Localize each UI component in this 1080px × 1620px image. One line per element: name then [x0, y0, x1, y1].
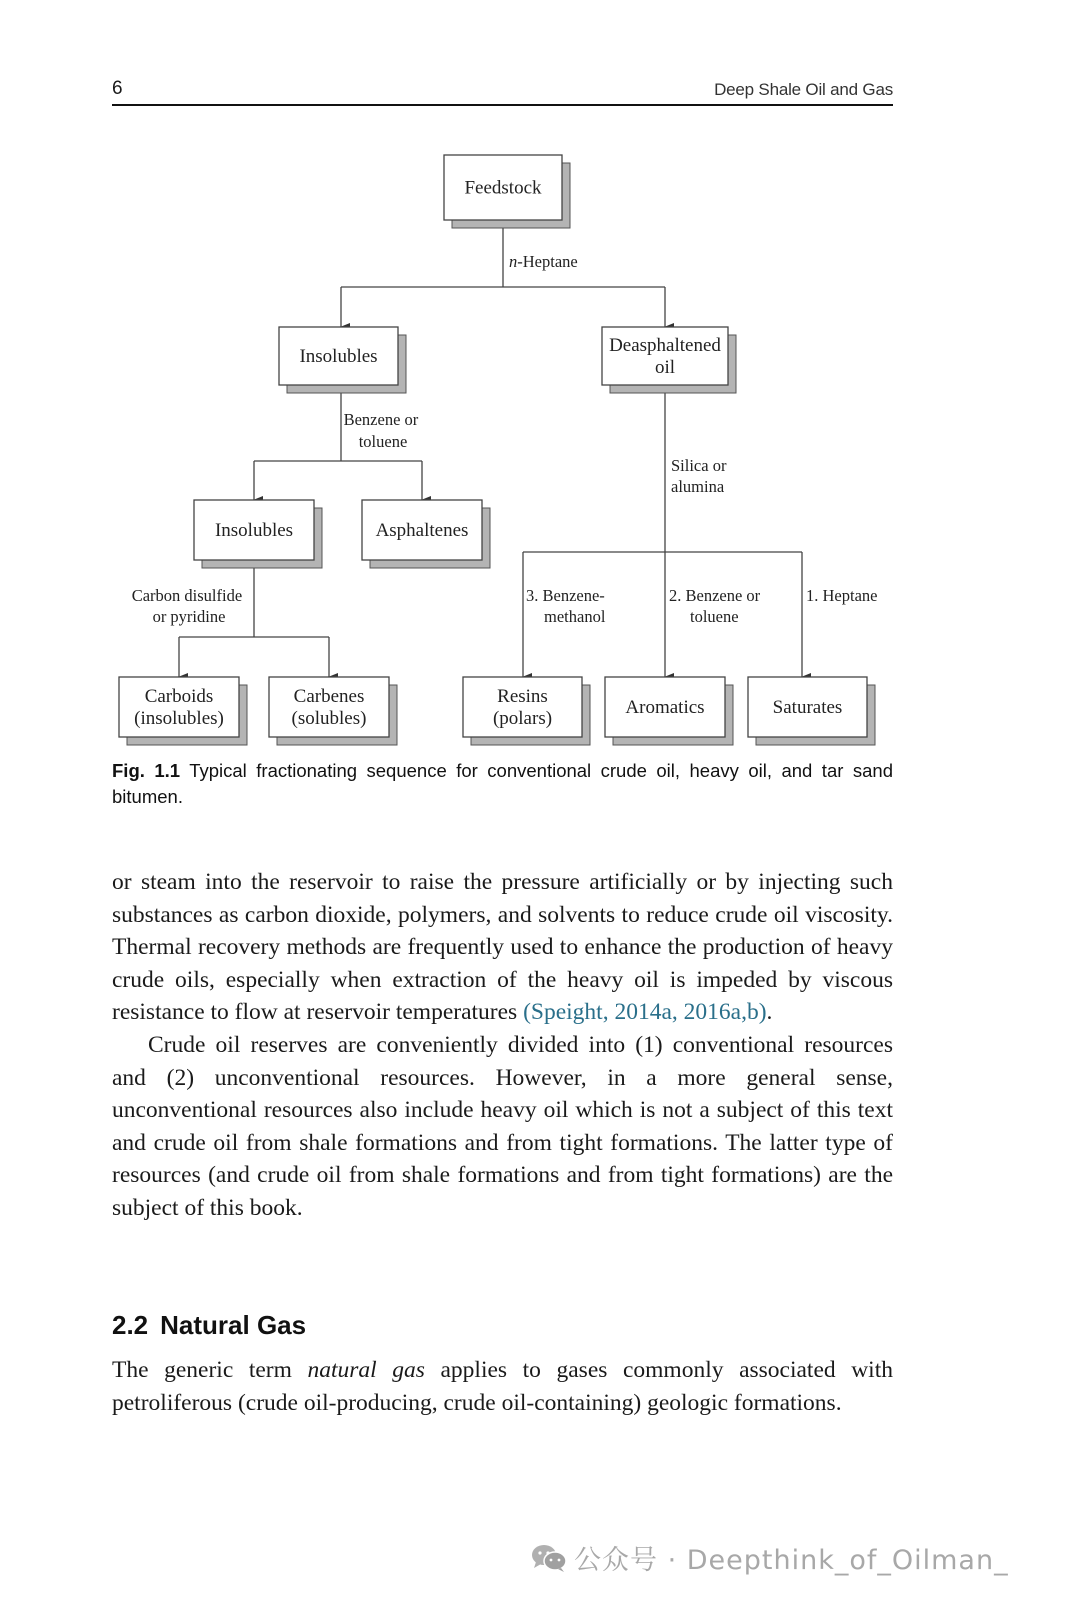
edge-label-benzene-toluene: Benzene or toluene: [343, 410, 419, 451]
page-number: 6: [112, 78, 123, 99]
edge-label-heptane: 1. Heptane: [806, 586, 878, 605]
paragraph-2: Crude oil reserves are conveniently divided into (1) conventional resources and (2) unconventional resources. However, in a more general sense, unconventional resources also include heavy oil which is not a subject of this text and crude oil from shale formations and from tight formations. The latter type of resources (and crude oil from shale formations and from tight formations) are the subject of this book.: [112, 1031, 893, 1221]
box-label: Asphaltenes: [375, 520, 469, 541]
box-deasphaltened-oil: [602, 327, 736, 393]
box-insolubles-2: [194, 500, 322, 568]
edge-label-benzene-toluene-2: 2. Benzene or toluene: [669, 586, 761, 626]
book-title: Deep Shale Oil and Gas: [714, 80, 893, 99]
box-label: Insolubles: [214, 520, 294, 541]
box-label: Carbenes (solubles): [291, 686, 367, 729]
section-heading: [112, 1310, 318, 1341]
section-paragraph: The generic term natural gas applies to gases commonly associated with petroliferous (crude oil-producing, crude oil-containing) geologic formations.: [112, 1357, 893, 1416]
box-label: Aromatics: [625, 697, 705, 718]
box-feedstock: [444, 155, 570, 228]
wechat-icon: [530, 1543, 568, 1573]
box-label: Insolubles: [299, 346, 378, 367]
box-label: Carboids (insolubles): [134, 686, 224, 729]
edge-label-n-heptane: n-Heptane: [509, 252, 578, 271]
box-label: Deasphaltened oil: [609, 335, 721, 378]
fractionation-diagram: [0, 0, 1080, 760]
section-number: 2.2: [112, 1310, 149, 1340]
box-label: Feedstock: [464, 177, 542, 199]
figure-label: Fig. 1.1: [112, 760, 181, 781]
box-insolubles-1: [279, 327, 406, 393]
box-aromatics: [605, 677, 733, 745]
watermark: [530, 1538, 1009, 1577]
italic-term: natural gas: [307, 1357, 425, 1383]
citation-link[interactable]: (Speight, 2014a, 2016a,b): [523, 999, 767, 1026]
section-title: Natural Gas: [160, 1310, 307, 1340]
box-resins: [463, 677, 590, 745]
box-carbenes: [269, 677, 397, 745]
figure-caption: [112, 758, 893, 810]
paragraph-1: or steam into the reservoir to raise the pressure artificially or by injecting such substances as carbon dioxide, polymers, and solvents to reduce crude oil viscosity. Thermal recovery methods are frequently used to enhance the production of heavy crude oils, especially when extraction of the heavy oil is impeded by viscous resistance to flow at reservoir temperatures (Speight, 2014a, 2016a,b).: [112, 869, 893, 1026]
box-asphaltenes: [362, 500, 490, 568]
box-carboids: [119, 677, 247, 745]
box-label: Saturates: [772, 697, 843, 718]
edge-label-silica-alumina: Silica or alumina: [671, 456, 727, 496]
box-label: Resins (polars): [492, 686, 553, 729]
body-paragraphs: [112, 866, 893, 1225]
watermark-text: 公众号 · Deepthink_of_Oilman_: [574, 1545, 1009, 1576]
edge-label-carbon-disulfide: Carbon disulfide or pyridine: [131, 586, 243, 626]
box-saturates: [748, 677, 875, 745]
edge-label-benzene-methanol: 3. Benzene- methanol: [526, 586, 606, 626]
figure-caption-text: Typical fractionating sequence for conventional crude oil, heavy oil, and tar sand bitumen.: [112, 760, 893, 807]
